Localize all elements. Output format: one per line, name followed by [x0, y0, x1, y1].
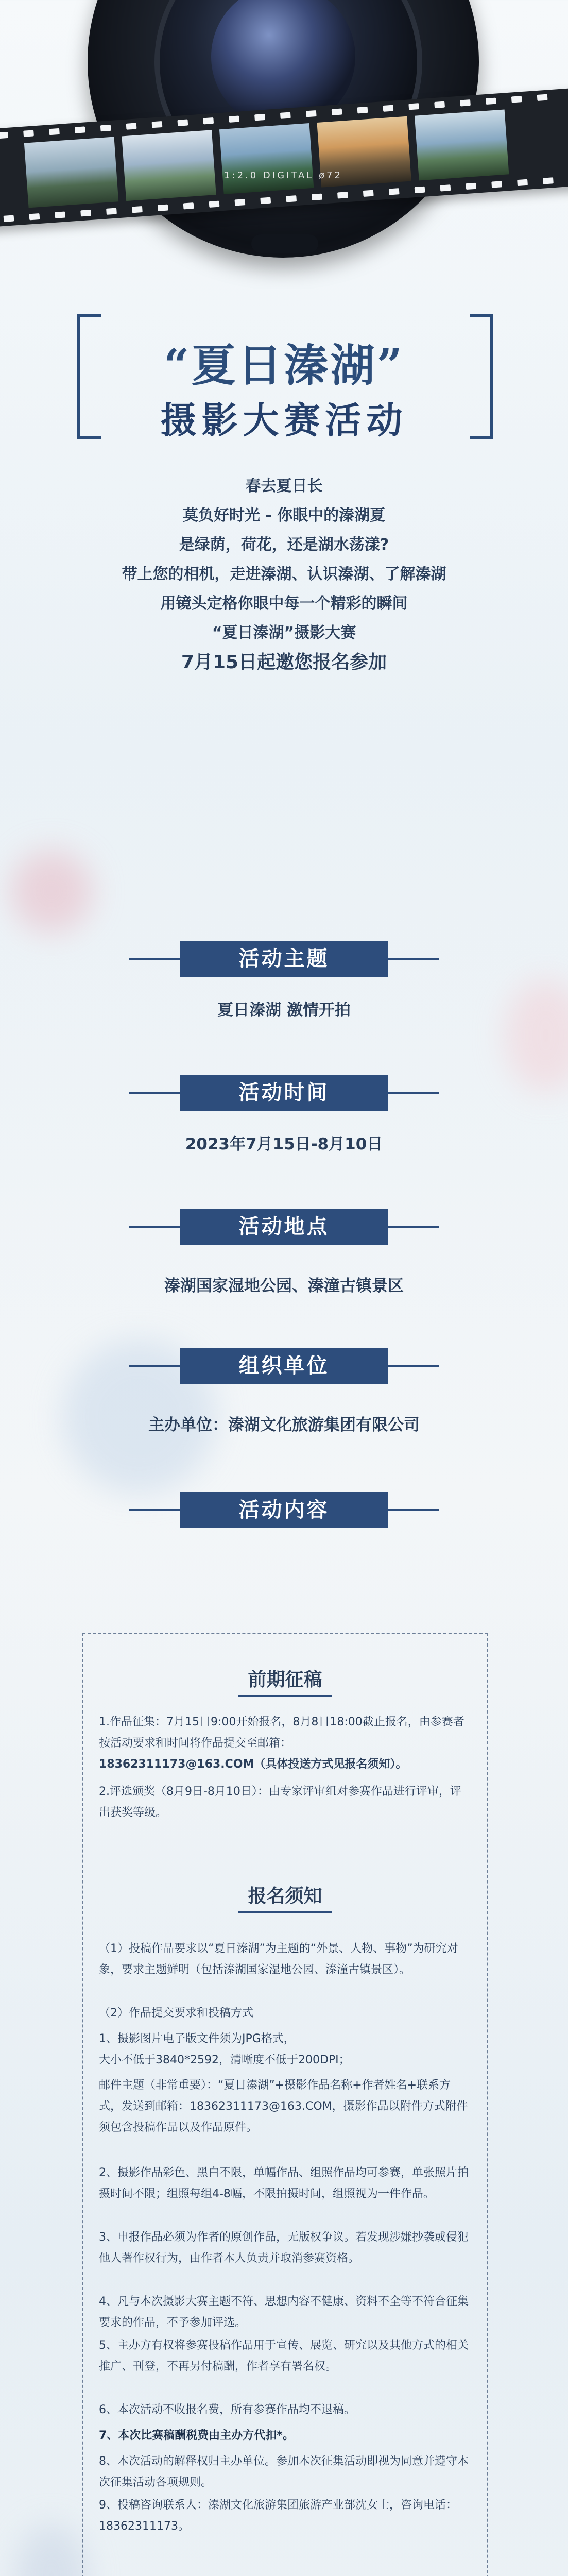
phase-item: 1.作品征集：7月15日9:00开始报名，8月8日18:00截止报名，由参赛者按活动要求和时间将作品提交至邮箱： [99, 1716, 464, 1750]
phase-title: 前期征稿 [248, 1669, 322, 1690]
intro-line: 莫负好时光 - 你眼中的溱湖夏 [182, 506, 386, 524]
intro-line: 是绿荫，荷花，还是湖水荡漾? [179, 536, 389, 554]
bg-blot [10, 850, 93, 933]
time-text: 2023年7月15日-8月10日 [185, 1135, 383, 1154]
notice-item: 7、本次比赛稿酬税费由主办方代扣*。 [99, 2429, 294, 2442]
notice-item: （2）作品提交要求和投稿方式 [99, 2007, 253, 2020]
film-photo [219, 123, 314, 194]
notice-item: 4、凡与本次摄影大赛主题不符、思想内容不健康、资料不全等不符合征集要求的作品，不予参加评选。 [99, 2295, 469, 2329]
notice-item: 3、申报作品必须为作者的原创作品，无版权争议。若发现涉嫌抄袭或侵犯他人著作权行为，由作者本人负责并取消参赛资格。 [99, 2231, 469, 2265]
header-illustration [0, 0, 568, 289]
location-text: 溱湖国家湿地公园、溱潼古镇景区 [164, 1277, 404, 1295]
intro-date: 7月15日起邀您报名参加 [181, 652, 387, 673]
notice-item: 1、摄影图片电子版文件须为JPG格式， [99, 2032, 295, 2045]
bg-blot [505, 979, 568, 1092]
section-banner-location: 活动地点 [180, 1209, 388, 1245]
bg-blot [15, 2524, 88, 2576]
page-subtitle: 摄影大赛活动 [160, 399, 408, 442]
notice-item: 6、本次活动不收报名费，所有参赛作品均不退稿。 [99, 2403, 355, 2416]
theme-text: 夏日溱湖 激情开拍 [217, 1001, 351, 1020]
lens-ring-text: 1:2.0 DIGITAL ø72 [224, 170, 342, 181]
notice-item: 5、主办方有权将参赛投稿作品用于宣传、展览、研究以及其他方式的相关推广、刊登，不再另付稿酬，作者享有署名权。 [99, 2339, 469, 2373]
section-banner-theme: 活动主题 [180, 941, 388, 977]
intro-text [72, 471, 496, 677]
phase-title-underline [238, 1695, 332, 1697]
notice-item: 邮件主题（非常重要）：“夏日溱湖”+摄影作品名称+作者姓名+联系方式，发送到邮箱：18362311173@163.COM，摄影作品以附件方式附件须包含投稿作品以及作品原件。 [99, 2079, 468, 2134]
film-photo [122, 130, 216, 201]
organizer-text: 主办单位：溱湖文化旅游集团有限公司 [148, 1416, 420, 1434]
film-photo [415, 110, 509, 181]
page-title: “夏日溱湖” [164, 340, 404, 392]
film-photo [24, 137, 118, 208]
notice-item: （1）投稿作品要求以“夏日溱湖”为主题的“外景、人物、事物”为研究对象，要求主题鲜明（包括溱湖国家湿地公园、溱潼古镇景区）。 [99, 1942, 458, 1976]
section-banner-content: 活动内容 [180, 1492, 388, 1528]
notice-item: 大小不低于3840*2592，清晰度不低于200DPI； [99, 2054, 350, 2066]
film-strip [0, 87, 568, 227]
lens-cap-tag [251, 234, 318, 253]
intro-line: 带上您的相机，走进溱湖、认识溱湖、了解溱湖 [122, 565, 446, 583]
section-banner-time: 活动时间 [180, 1075, 388, 1111]
intro-line: “夏日溱湖”摄影大赛 [212, 624, 356, 642]
section-banner-organizer: 组织单位 [180, 1348, 388, 1384]
notice-title: 报名须知 [248, 1886, 322, 1907]
notice-item: 9、投稿咨询联系人：溱湖文化旅游集团旅游产业部沈女士，咨询电话：18362311173。 [99, 2499, 457, 2533]
phase-item: 2.评选颁奖（8月9日-8月10日）：由专家评审组对参赛作品进行评审，评出获奖等级。 [99, 1785, 461, 1819]
phase-email: 18362311173@163.COM（具体投送方式见报名须知）。 [99, 1758, 407, 1771]
intro-line: 用镜头定格你眼中每一个精彩的瞬间 [160, 595, 408, 613]
notice-item: 2、摄影作品彩色、黑白不限，单幅作品、组照作品均可参赛，单张照片拍摄时间不限；组照每组4-8幅，不限拍摄时间，组照视为一件作品。 [99, 2166, 469, 2200]
content-box [82, 1633, 488, 2576]
notice-title-underline [238, 1911, 332, 1913]
intro-line: 春去夏日长 [245, 477, 323, 495]
notice-item: 8、本次活动的解释权归主办单位。参加本次征集活动即视为同意并遵守本次征集活动各项规则。 [99, 2455, 469, 2489]
